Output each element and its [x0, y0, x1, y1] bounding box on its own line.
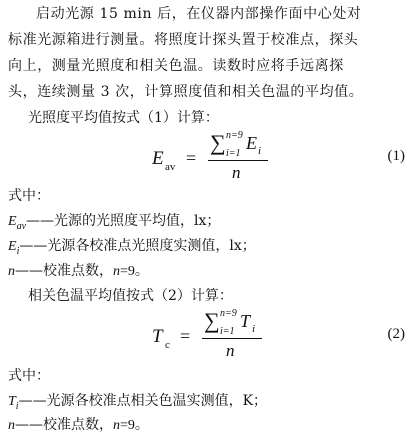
eq2-fraction-bar	[202, 338, 262, 339]
eq2-number: (2)	[387, 326, 405, 342]
eq1-where: 式中：	[8, 188, 50, 204]
eq2-term-sub: i	[252, 323, 256, 335]
eq2-def-2: n——校准点数，n=9。	[8, 417, 149, 433]
equation-1	[0, 130, 417, 186]
paragraph-line-1: 启动光源 15 min 后，在仪器内部操作面中心处对	[36, 6, 362, 22]
eq2-def-1: $T_i——$光源各校准点相关色温实测值，K；	[8, 393, 268, 412]
eq1-def-1: $E_{av}——$光源的光照度平均值，lx；	[8, 213, 221, 232]
eq1-number: (1)	[387, 148, 405, 164]
eq2-intro: 相关色温平均值按式（2）计算：	[28, 288, 233, 304]
eq1-term-sub: i	[258, 145, 262, 157]
eq2-sum-lower: i=1	[220, 326, 235, 337]
eq1-lhs: E	[152, 148, 164, 169]
paragraph-line-2: 标准光源箱进行测量。将照度计探头置于校准点，探头	[8, 32, 359, 48]
eq2-sum-upper: n=9	[220, 308, 237, 319]
eq1-lhs-sub: av	[165, 161, 176, 173]
eq1-sum-lower: i=1	[226, 148, 241, 159]
eq1-def-3: n——校准点数，n=9。	[8, 263, 149, 279]
paragraph-line-4: 头，连续测量 3 次，计算照度值和相关色温的平均值。	[8, 84, 364, 100]
eq1-sigma: ∑	[210, 130, 226, 155]
eq2-term: T	[240, 311, 251, 331]
eq2-sigma: ∑	[204, 308, 220, 333]
eq1-def-2: $E_i——$光源各校准点光照度实测值，lx；	[8, 238, 256, 257]
eq2-equals: =	[180, 326, 191, 346]
paragraph-line-3: 向上，测量光照度和相关色温。读数时应将手远离探	[8, 58, 344, 74]
eq2-denominator: n	[226, 341, 235, 360]
eq1-denominator: n	[232, 163, 241, 182]
eq2-lhs: T	[152, 326, 163, 347]
eq1-sum-upper: n=9	[226, 130, 243, 141]
equation-2	[0, 308, 417, 364]
eq2-where: 式中：	[8, 368, 50, 384]
eq1-fraction-bar	[208, 160, 268, 161]
eq1-equals: =	[186, 148, 197, 168]
eq2-lhs-sub: c	[165, 339, 170, 351]
eq1-intro: 光照度平均值按式（1）计算：	[28, 110, 219, 126]
eq1-term: E	[246, 133, 257, 153]
